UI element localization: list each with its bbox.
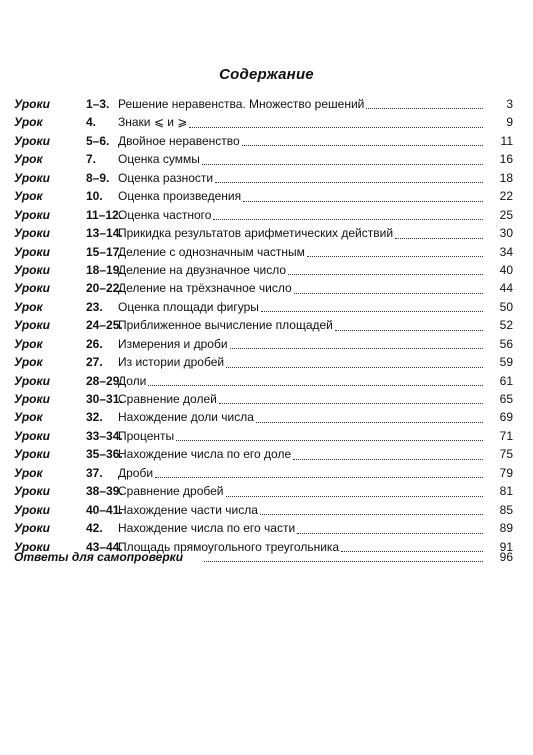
page-number: 16	[499, 152, 513, 167]
lesson-kind: Уроки	[14, 447, 50, 462]
page-number: 22	[499, 189, 513, 204]
dot-leader	[202, 163, 483, 165]
toc-row[interactable]	[14, 279, 513, 297]
lesson-title-wrap	[118, 408, 483, 426]
page-number: 52	[499, 318, 513, 333]
toc-row[interactable]	[14, 464, 513, 482]
lesson-number: 28–29.	[86, 373, 123, 388]
lesson-kind: Уроки	[14, 502, 50, 517]
lesson-title-wrap	[118, 482, 483, 500]
page-number: 75	[499, 447, 513, 462]
lesson-title-wrap	[118, 113, 483, 131]
page-number: 40	[499, 262, 513, 277]
lesson-title: Оценка суммы	[118, 152, 200, 167]
lesson-number: 40–41.	[86, 502, 123, 517]
lesson-title-wrap	[118, 445, 483, 463]
lesson-title: Доли	[118, 373, 147, 388]
lesson-number: 42.	[86, 521, 103, 536]
lesson-title-wrap	[118, 150, 483, 168]
dot-leader	[395, 237, 483, 239]
page-number: 61	[499, 373, 513, 388]
lesson-kind: Уроки	[14, 373, 50, 388]
lesson-title-wrap	[118, 95, 483, 113]
lesson-title: Оценка произведения	[118, 189, 242, 204]
lesson-number: 37.	[86, 465, 103, 480]
lesson-kind: Уроки	[14, 539, 50, 554]
toc-row[interactable]	[14, 95, 513, 113]
lesson-title: Деление на двузначное число	[118, 262, 287, 277]
lesson-number: 30–31.	[86, 392, 123, 406]
toc-row[interactable]	[14, 261, 513, 279]
page-number: 11	[500, 133, 513, 148]
page-number: 81	[499, 484, 513, 499]
lesson-kind: Урок	[14, 115, 43, 130]
lesson-title-wrap	[118, 519, 483, 537]
lesson-title: Оценка площади фигуры	[118, 299, 259, 314]
lesson-number: 43–44.	[86, 539, 123, 554]
dot-leader	[293, 458, 483, 460]
toc-row[interactable]	[14, 390, 513, 408]
page-title: Содержание	[219, 66, 314, 83]
toc-row[interactable]	[14, 113, 513, 131]
lesson-number: 33–34.	[86, 428, 123, 443]
lesson-title-wrap	[118, 243, 483, 261]
toc-row[interactable]	[14, 372, 513, 390]
lesson-title: Деление на трёхзначное число	[118, 281, 292, 296]
dot-leader	[176, 439, 483, 441]
toc-row[interactable]	[14, 408, 513, 426]
lesson-title: Прикидка результатов арифметических действий	[118, 226, 394, 241]
dot-leader	[256, 421, 483, 423]
toc-row[interactable]	[14, 316, 513, 334]
dot-leader	[260, 513, 483, 515]
dot-leader	[189, 126, 483, 128]
dot-leader	[297, 532, 483, 534]
dot-leader	[226, 495, 484, 497]
dot-leader	[148, 384, 483, 386]
lesson-title: Деление с однозначным частным	[118, 244, 305, 259]
lesson-title: Приближенное вычисление площадей	[118, 318, 333, 333]
lesson-title: Нахождение доли числа	[118, 410, 254, 425]
lesson-title-wrap	[118, 335, 483, 353]
toc-row[interactable]	[14, 206, 513, 224]
lesson-title-wrap	[118, 224, 483, 242]
lesson-title: Знаки ⩽ и ⩾	[118, 115, 188, 130]
dot-leader	[204, 561, 483, 562]
lesson-kind: Уроки	[14, 392, 50, 406]
page-number: 91	[499, 539, 513, 554]
dot-leader	[242, 144, 483, 146]
lesson-number: 7.	[86, 152, 97, 167]
lesson-kind: Урок	[14, 410, 43, 425]
lesson-number: 23.	[86, 299, 103, 314]
lesson-number: 27.	[86, 355, 103, 370]
lesson-kind: Уроки	[14, 97, 50, 111]
page-number: 59	[499, 355, 513, 370]
page-number: 65	[499, 392, 513, 406]
toc-row[interactable]	[14, 353, 513, 371]
lesson-kind: Уроки	[14, 484, 50, 499]
lesson-kind: Уроки	[14, 281, 50, 296]
lesson-number: 5–6.	[86, 133, 110, 148]
lesson-kind: Урок	[14, 336, 43, 351]
page-number: 9	[506, 115, 513, 130]
lesson-title: Нахождение числа по его доле	[118, 447, 292, 462]
page-number: 50	[499, 299, 513, 314]
dot-leader	[219, 402, 483, 404]
dot-leader	[261, 310, 483, 312]
lesson-kind: Уроки	[14, 170, 50, 185]
toc-row[interactable]	[14, 427, 513, 445]
toc-row[interactable]	[14, 224, 513, 242]
lesson-title-wrap	[118, 132, 483, 150]
lesson-title-wrap	[118, 298, 483, 316]
lesson-number: 11–12.	[86, 207, 123, 222]
lesson-title: Из истории дробей	[118, 355, 225, 370]
lesson-title: Сравнение дробей	[118, 484, 224, 499]
answers-label: Ответы для самопроверки	[14, 550, 184, 564]
lesson-title-wrap	[118, 501, 483, 519]
lesson-kind: Уроки	[14, 207, 50, 222]
toc-row[interactable]	[14, 482, 513, 500]
lesson-number: 15–17.	[86, 244, 123, 259]
lesson-kind: Урок	[14, 355, 43, 370]
lesson-number: 24–25.	[86, 318, 123, 333]
lesson-kind: Уроки	[14, 133, 50, 148]
lesson-title-wrap	[118, 427, 483, 445]
lesson-title-wrap	[118, 372, 483, 390]
dot-leader	[226, 366, 483, 368]
lesson-title: Двойное неравенство	[118, 133, 240, 148]
page-number: 18	[499, 170, 513, 185]
lesson-number: 18–19.	[86, 262, 123, 277]
lesson-kind: Урок	[14, 465, 43, 480]
lesson-title-wrap	[118, 353, 483, 371]
page-number: 3	[506, 97, 513, 111]
dot-leader	[230, 347, 483, 349]
lesson-title: Решение неравенства. Множество решений	[118, 97, 365, 111]
dot-leader	[294, 292, 483, 294]
lesson-kind: Урок	[14, 152, 43, 167]
toc-row[interactable]	[14, 187, 513, 205]
lesson-title: Измерения и дроби	[118, 336, 228, 351]
lesson-title-wrap	[118, 261, 483, 279]
lesson-title: Нахождение числа по его части	[118, 521, 296, 536]
toc-row[interactable]	[14, 335, 513, 353]
toc-row[interactable]	[14, 150, 513, 168]
lesson-kind: Уроки	[14, 428, 50, 443]
toc-list	[14, 95, 513, 556]
page-number: 71	[499, 428, 513, 443]
lesson-number: 32.	[86, 410, 103, 425]
lesson-kind: Уроки	[14, 262, 50, 277]
lesson-kind: Уроки	[14, 318, 50, 333]
toc-row[interactable]	[14, 132, 513, 150]
dot-leader	[213, 218, 483, 220]
lesson-number: 4.	[86, 115, 97, 130]
lesson-kind: Урок	[14, 299, 43, 314]
page-number: 30	[499, 226, 513, 241]
lesson-number: 8–9.	[86, 170, 110, 185]
toc-answers-row[interactable]	[14, 547, 513, 567]
page-number: 56	[499, 336, 513, 351]
lesson-title: Оценка частного	[118, 207, 212, 222]
lesson-kind: Уроки	[14, 226, 50, 241]
lesson-title-wrap	[118, 187, 483, 205]
page-number: 34	[499, 244, 513, 259]
lesson-kind: Урок	[14, 189, 43, 204]
lesson-title: Сравнение долей	[118, 392, 217, 406]
page-number: 44	[499, 281, 513, 296]
lesson-title: Проценты	[118, 428, 175, 443]
lesson-title: Дроби	[118, 465, 154, 480]
toc-row[interactable]	[14, 298, 513, 316]
lesson-number: 26.	[86, 336, 103, 351]
lesson-number: 10.	[86, 189, 103, 204]
lesson-title: Оценка разности	[118, 170, 214, 185]
lesson-title-wrap	[118, 279, 483, 297]
lesson-number: 35–36.	[86, 447, 123, 462]
lesson-title-wrap	[118, 316, 483, 334]
page-number: 25	[499, 207, 513, 222]
answers-page-number: 96	[499, 550, 513, 564]
lesson-title-wrap	[118, 206, 483, 224]
page-number: 85	[499, 502, 513, 517]
lesson-kind: Уроки	[14, 244, 50, 259]
page-number: 69	[499, 410, 513, 425]
toc-row[interactable]	[14, 519, 513, 537]
lesson-number: 20–22.	[86, 281, 123, 296]
lesson-kind: Уроки	[14, 521, 50, 536]
lesson-title-wrap	[118, 390, 483, 408]
dot-leader	[307, 255, 483, 257]
lesson-title-wrap	[118, 169, 483, 187]
lesson-title: Нахождение части числа	[118, 502, 258, 517]
lesson-title: Площадь прямоугольного треугольника	[118, 539, 340, 554]
page-number: 89	[499, 521, 513, 536]
dot-leader	[335, 329, 483, 331]
lesson-number: 13–14.	[86, 226, 123, 241]
lesson-number: 1–3.	[86, 97, 110, 111]
toc-row[interactable]	[14, 501, 513, 519]
toc-row[interactable]	[14, 243, 513, 261]
dot-leader	[215, 181, 483, 183]
page-number: 79	[499, 465, 513, 480]
lesson-title-wrap	[118, 464, 483, 482]
dot-leader	[155, 476, 483, 478]
toc-row[interactable]	[14, 445, 513, 463]
lesson-number: 38–39.	[86, 484, 123, 499]
toc-row[interactable]	[14, 169, 513, 187]
dot-leader	[243, 200, 483, 202]
dot-leader	[288, 273, 483, 275]
dot-leader	[366, 107, 483, 109]
